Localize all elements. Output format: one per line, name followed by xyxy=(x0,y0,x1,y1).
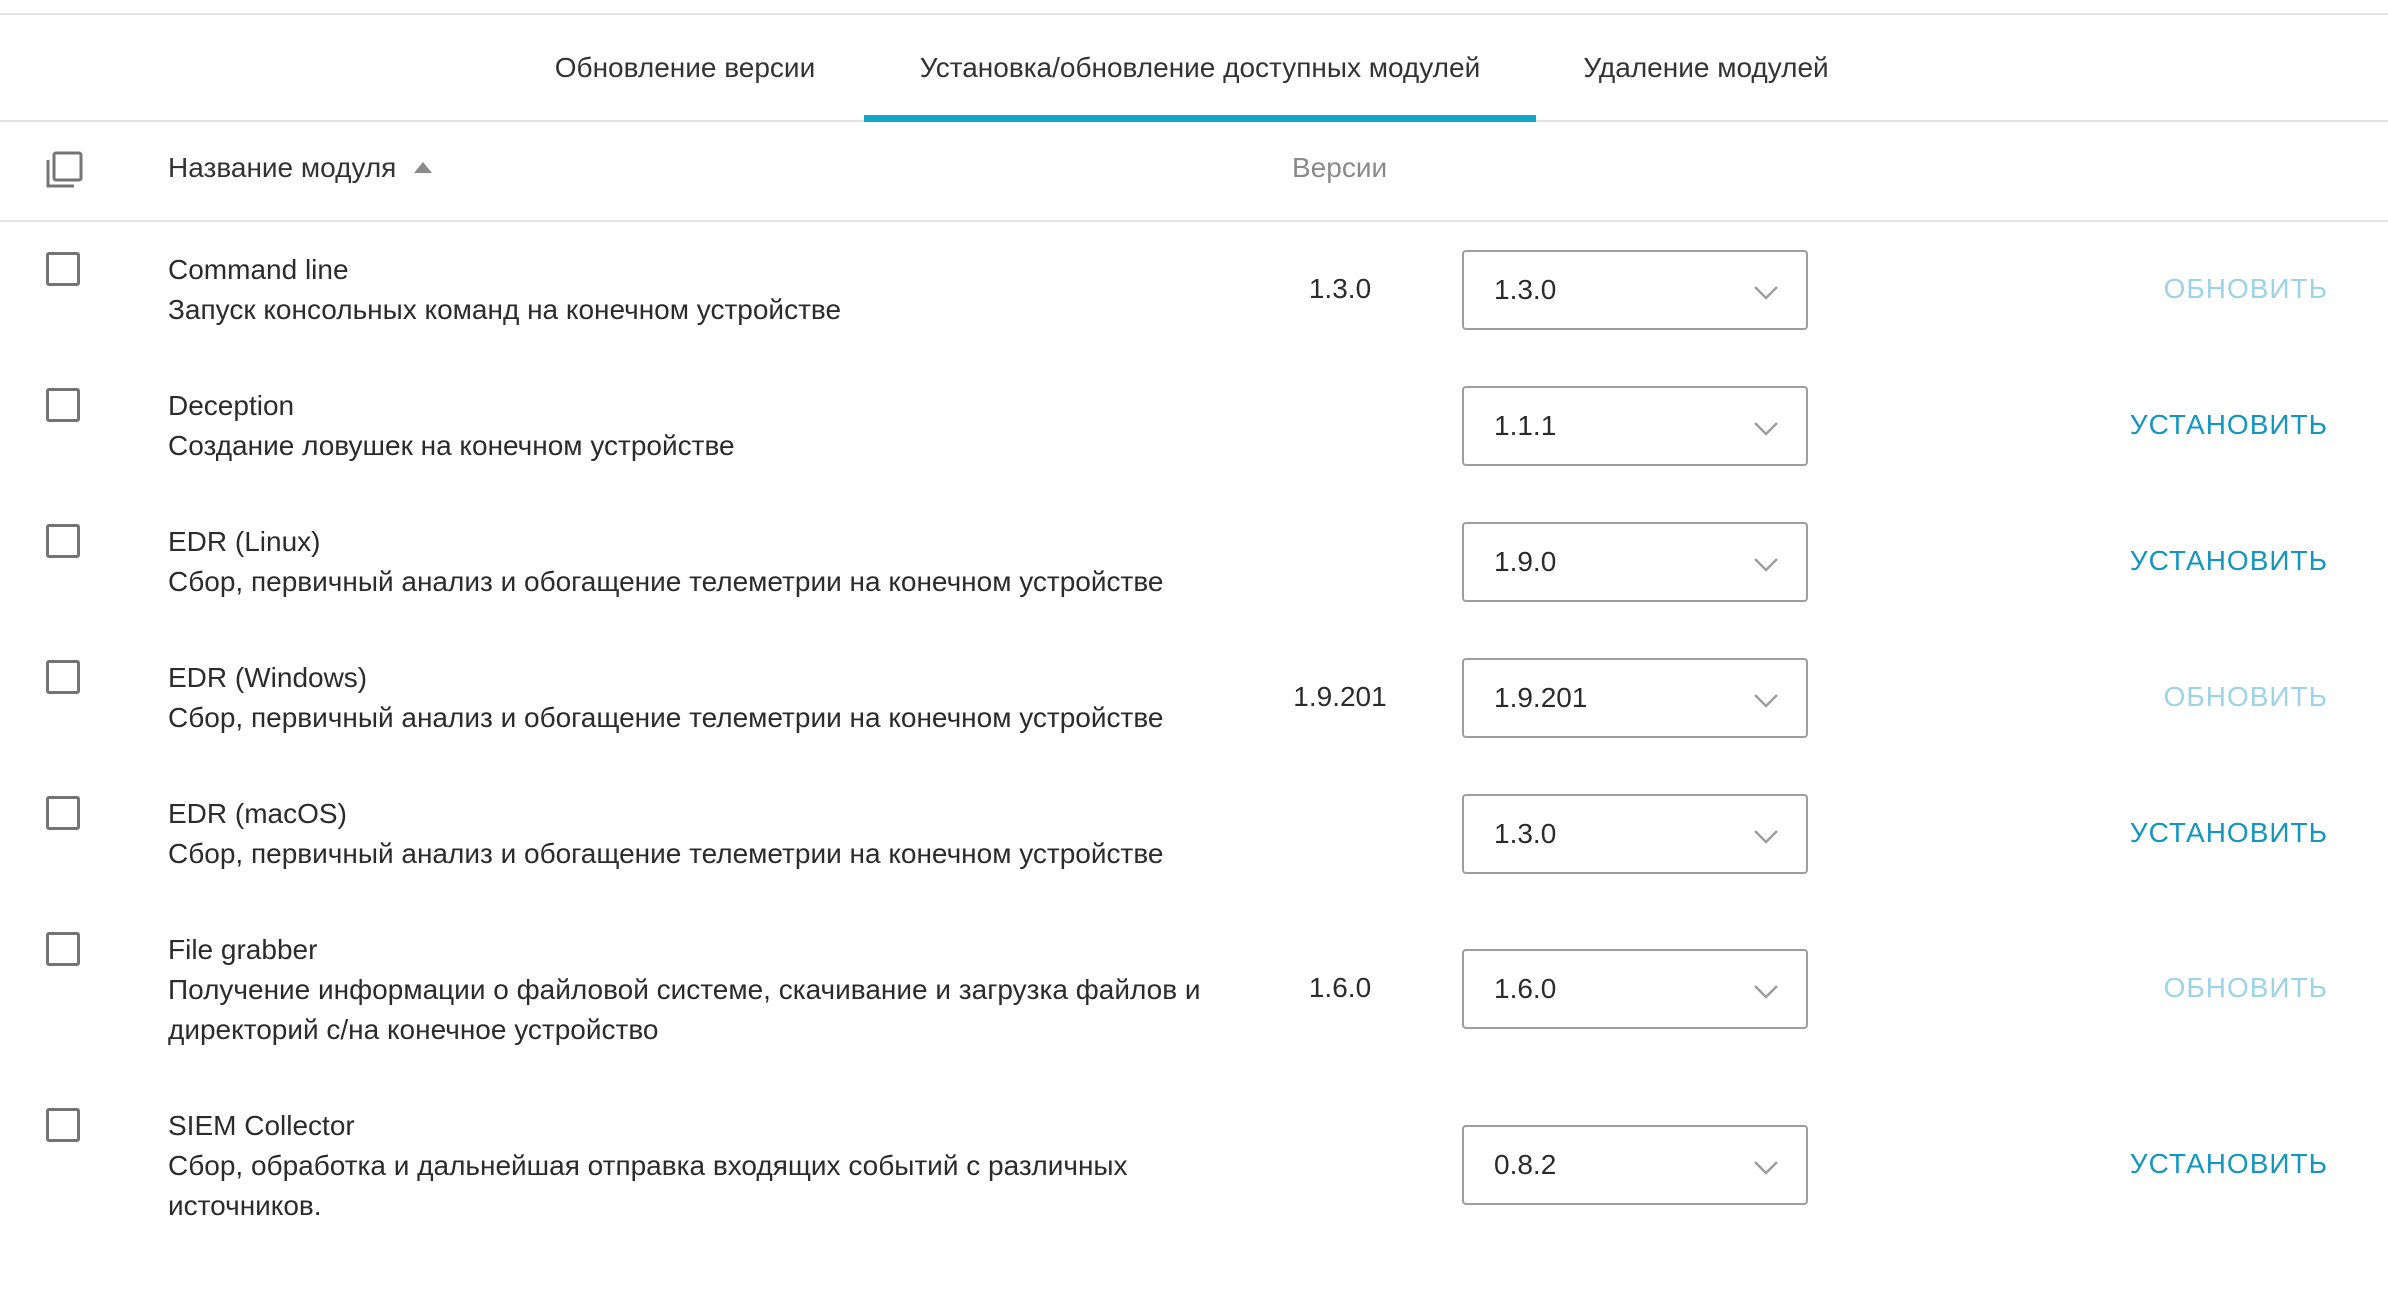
current-version: 1.3.0 xyxy=(1308,273,1372,304)
module-name: SIEM Collector xyxy=(168,1110,355,1141)
module-description: Сбор, первичный анализ и обогащение телеметрии на конечном устройстве xyxy=(168,838,1164,869)
chevron-down-icon xyxy=(1752,686,1780,714)
module-description: Сбор, обработка и дальнейшая отправка входящих событий с различных источников. xyxy=(168,1150,1128,1221)
chevron-down-icon xyxy=(1752,822,1780,850)
update-button[interactable]: ОБНОВИТЬ xyxy=(2163,972,2328,1003)
version-select[interactable] xyxy=(1462,949,1808,1029)
module-description: Сбор, первичный анализ и обогащение телеметрии на конечном устройстве xyxy=(168,702,1164,733)
install-button[interactable]: УСТАНОВИТЬ xyxy=(2129,817,2328,848)
version-select-value: 1.6.0 xyxy=(1494,973,1557,1004)
module-description: Создание ловушек на конечном устройстве xyxy=(168,430,735,461)
row-checkbox[interactable] xyxy=(46,524,80,558)
current-version: 1.9.201 xyxy=(1293,681,1387,712)
version-select[interactable] xyxy=(1462,522,1808,602)
top-divider xyxy=(0,0,2388,15)
module-description: Сбор, первичный анализ и обогащение телеметрии на конечном устройстве xyxy=(168,566,1164,597)
row-checkbox[interactable] xyxy=(46,252,80,286)
table-row xyxy=(0,494,2388,630)
version-select-value: 1.3.0 xyxy=(1494,818,1557,849)
column-header-module-name[interactable] xyxy=(168,152,432,184)
version-select[interactable] xyxy=(1462,250,1808,330)
version-select-value: 1.1.1 xyxy=(1494,410,1557,441)
column-header-versions: Версии xyxy=(1292,152,1388,183)
version-select-value: 1.3.0 xyxy=(1494,274,1557,305)
install-button[interactable]: УСТАНОВИТЬ xyxy=(2129,545,2328,576)
chevron-down-icon xyxy=(1752,550,1780,578)
chevron-down-icon xyxy=(1752,1153,1780,1181)
chevron-down-icon xyxy=(1752,414,1780,442)
row-checkbox[interactable] xyxy=(46,388,80,422)
module-name: File grabber xyxy=(168,934,318,965)
table-row xyxy=(0,630,2388,766)
row-checkbox[interactable] xyxy=(46,1108,80,1142)
version-select[interactable] xyxy=(1462,658,1808,738)
table-row xyxy=(0,358,2388,494)
module-description: Запуск консольных команд на конечном устройстве xyxy=(168,294,842,325)
version-select-value: 0.8.2 xyxy=(1494,1149,1557,1180)
module-name: Deception xyxy=(168,390,295,421)
table-row xyxy=(0,222,2388,358)
update-button[interactable]: ОБНОВИТЬ xyxy=(2163,681,2328,712)
install-button[interactable]: УСТАНОВИТЬ xyxy=(2129,1148,2328,1179)
current-version: 1.6.0 xyxy=(1308,972,1372,1003)
select-all-icon[interactable] xyxy=(44,150,84,190)
row-checkbox[interactable] xyxy=(46,932,80,966)
tab-remove-modules[interactable]: Удаление модулей xyxy=(1583,52,1829,83)
column-header-module-name-label: Название модуля xyxy=(168,152,397,183)
table-row xyxy=(0,902,2388,1078)
tab-bar xyxy=(0,16,2388,122)
module-description: Получение информации о файловой системе, скачивание и загрузка файлов и директорий с/на конечное устройство xyxy=(168,974,1201,1045)
module-name: EDR (macOS) xyxy=(168,798,347,829)
module-name: Command line xyxy=(168,254,349,285)
version-select[interactable] xyxy=(1462,1125,1808,1205)
version-select-value: 1.9.0 xyxy=(1494,546,1557,577)
row-checkbox[interactable] xyxy=(46,796,80,830)
chevron-down-icon xyxy=(1752,977,1780,1005)
update-button[interactable]: ОБНОВИТЬ xyxy=(2163,273,2328,304)
install-button[interactable]: УСТАНОВИТЬ xyxy=(2129,409,2328,440)
table-row xyxy=(0,1078,2388,1254)
sort-up-icon xyxy=(414,162,432,173)
version-select-value: 1.9.201 xyxy=(1494,682,1588,713)
table-header xyxy=(0,122,2388,222)
module-name: EDR (Windows) xyxy=(168,662,368,693)
tab-version-update[interactable]: Обновление версии xyxy=(554,52,816,83)
row-checkbox[interactable] xyxy=(46,660,80,694)
chevron-down-icon xyxy=(1752,278,1780,306)
version-select[interactable] xyxy=(1462,386,1808,466)
version-select[interactable] xyxy=(1462,794,1808,874)
table-row xyxy=(0,766,2388,902)
module-name: EDR (Linux) xyxy=(168,526,321,557)
tab-install-update-modules[interactable]: Установка/обновление доступных модулей xyxy=(864,16,1536,120)
